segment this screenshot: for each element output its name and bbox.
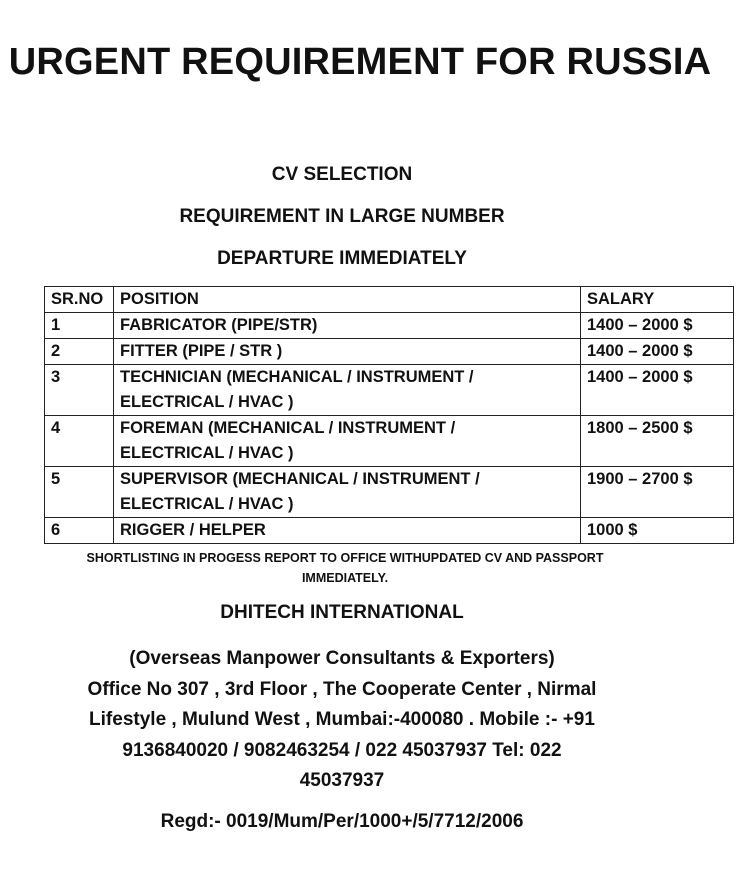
header-salary: SALARY (581, 287, 734, 313)
position-line-1: TECHNICIAN (MECHANICAL / INSTRUMENT / (120, 368, 474, 386)
table-row (45, 339, 734, 365)
departure-heading: DEPARTURE IMMEDIATELY (217, 248, 467, 269)
table-row (45, 313, 734, 339)
position-line-2: ELECTRICAL / HVAC ) (120, 444, 294, 462)
header-position: POSITION (114, 287, 581, 313)
cell-salary: 1000 $ (581, 518, 734, 544)
cell-srno: 5 (45, 467, 114, 518)
cell-srno: 1 (45, 313, 114, 339)
table-row (45, 365, 734, 416)
address-line: Office No 307 , 3rd Floor , The Cooperate Center , Nirmal (87, 678, 597, 700)
table-row (45, 467, 734, 518)
address-line: 45037937 (299, 770, 385, 791)
table-header-row (45, 287, 734, 313)
position-line-1: SUPERVISOR (MECHANICAL / INSTRUMENT / (120, 470, 480, 488)
registration-number: Regd:- 0019/Mum/Per/1000+/5/7712/2006 (160, 811, 524, 832)
table-row (45, 518, 734, 544)
cell-srno: 4 (45, 416, 114, 467)
position-line-2: ELECTRICAL / HVAC ) (120, 495, 294, 513)
positions-table (44, 286, 734, 544)
cell-salary: 1800 – 2500 $ (581, 416, 734, 467)
address-block (40, 644, 644, 797)
cv-selection-heading: CV SELECTION (271, 164, 413, 185)
note-line-1: SHORTLISTING IN PROGESS REPORT TO OFFICE WITHUPDATED CV AND PASSPORT (86, 551, 604, 565)
cell-salary: 1900 – 2700 $ (581, 467, 734, 518)
cell-salary: 1400 – 2000 $ (581, 365, 734, 416)
cell-position (114, 365, 581, 416)
company-name: DHITECH INTERNATIONAL (220, 602, 464, 623)
cell-srno: 2 (45, 339, 114, 365)
cell-position: FABRICATOR (PIPE/STR) (114, 313, 581, 339)
position-line-2: ELECTRICAL / HVAC ) (120, 393, 294, 411)
cell-position (114, 467, 581, 518)
shortlisting-note (70, 548, 620, 588)
table-row (45, 416, 734, 467)
cell-salary: 1400 – 2000 $ (581, 339, 734, 365)
cell-srno: 6 (45, 518, 114, 544)
requirement-heading: REQUIREMENT IN LARGE NUMBER (179, 206, 505, 227)
address-line: 9136840020 / 9082463254 / 022 45037937 Tel: 022 (122, 739, 562, 761)
cell-position (114, 416, 581, 467)
note-line-2: IMMEDIATELY. (301, 571, 389, 585)
address-line: Lifestyle , Mulund West , Mumbai:-400080 . Mobile :- +91 (89, 709, 595, 730)
cell-salary: 1400 – 2000 $ (581, 313, 734, 339)
cell-position: FITTER (PIPE / STR ) (114, 339, 581, 365)
page-title: URGENT REQUIREMENT FOR RUSSIA (8, 41, 712, 83)
header-srno: SR.NO (45, 287, 114, 313)
cell-position: RIGGER / HELPER (114, 518, 581, 544)
cell-srno: 3 (45, 365, 114, 416)
position-line-1: FOREMAN (MECHANICAL / INSTRUMENT / (120, 419, 456, 437)
address-line: (Overseas Manpower Consultants & Exporters) (129, 648, 555, 669)
